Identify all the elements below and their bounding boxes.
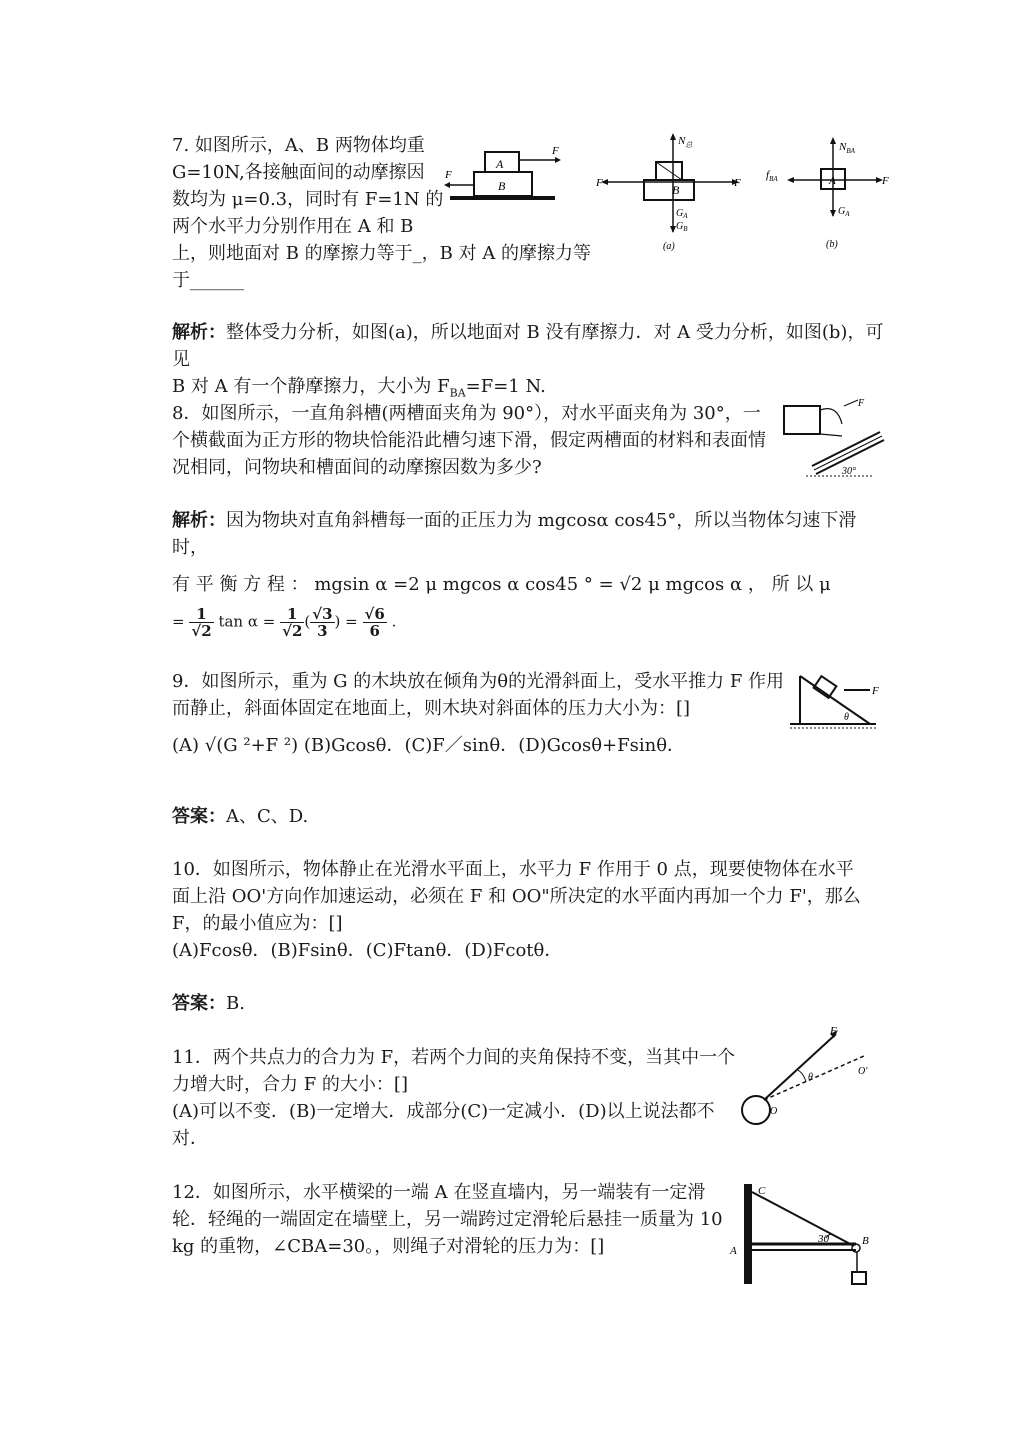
- point-o-label: O: [770, 1106, 778, 1117]
- question-8-line: 个横截面为正方形的物块恰能沿此槽匀速下滑，假定两槽面的材料和表面情: [172, 430, 766, 451]
- force-right-label: F: [882, 175, 889, 187]
- block-b-label: B: [498, 179, 506, 193]
- analysis-8-formula: = $\frac{1}{√2}$ tan α = $\frac{1}{√2}$ ( $\frac{√3}{3}$ ) = $\frac{√6}{6}$ .: [172, 605, 397, 640]
- friction-ba-label: $f_{BA}$: [766, 169, 778, 183]
- question-7-line: G=10N,各接触面间的动摩擦因: [172, 162, 425, 183]
- angle-label: θ: [844, 712, 849, 723]
- force-left-label: F: [596, 177, 603, 189]
- weight-a-label: $G_A$: [838, 206, 850, 218]
- question-10-line: 10．如图所示，物体静止在光滑水平面上，水平力 F 作用于 0 点，现要使物体在水平: [172, 859, 854, 880]
- question-9-options: (A) √(G ²+F ²) (B)Gcosθ．(C)F／sinθ．(D)Gcosθ+Fsinθ．: [172, 735, 686, 756]
- question-12-line: 12．如图所示，水平横梁的一端 A 在竖直墙内，另一端装有一定滑: [172, 1182, 706, 1203]
- question-12-line: 轮．轻绳的一端固定在墙壁上，另一端跨过定滑轮后悬挂一质量为 10: [172, 1209, 723, 1230]
- figure-7b-free-body: [762, 136, 892, 251]
- answer-9: [172, 803, 308, 830]
- angle-label: 30: [818, 1233, 829, 1245]
- question-9-line: 而静止，斜面体固定在地面上，则木块对斜面体的压力大小为：[]: [172, 698, 691, 719]
- point-c-label: C: [758, 1185, 766, 1197]
- figure-caption: (a): [663, 241, 675, 252]
- question-9: [172, 668, 792, 759]
- answer-label: 答案：: [172, 993, 226, 1014]
- analysis-7-line: 整体受力分析，如图(a)，所以地面对 B 没有摩擦力．对 A 受力分析，如图(b)，可见: [172, 322, 884, 370]
- question-7-line: 两个水平力分别作用在 A 和 B: [172, 216, 414, 237]
- figure-7-blocks: [440, 140, 570, 210]
- block-a-label: A: [496, 157, 504, 171]
- analysis-label: 解析：: [172, 322, 226, 343]
- question-11: [172, 1044, 742, 1152]
- question-10-line: F，的最小值应为：[]: [172, 913, 343, 934]
- question-11-line: 11．两个共点力的合力为 F，若两个力间的夹角保持不变，当其中一个: [172, 1047, 736, 1068]
- analysis-8-line: 有 平 衡 方 程 ： mgsin α =2 μ mgcos α cos45 ° = √2 μ mgcos α ， 所 以 μ: [172, 574, 831, 595]
- angle-label: θ: [808, 1072, 813, 1083]
- question-8-line: 况相同，问物块和槽面间的动摩擦因数为多少?: [172, 457, 542, 478]
- figure-7a-free-body: [596, 132, 746, 252]
- question-11-line: 力增大时，合力 F 的大小：[]: [172, 1074, 408, 1095]
- question-7-line: 上，则地面对 B 的摩擦力等于_，B 对 A 的摩擦力等: [172, 243, 592, 264]
- question-12: [172, 1179, 732, 1260]
- figure-caption: (b): [826, 239, 838, 250]
- point-b-label: B: [862, 1235, 869, 1247]
- answer-9-text: A、C、D.: [226, 806, 309, 827]
- analysis-8: [172, 507, 892, 639]
- figure-8-trough: [782, 396, 892, 480]
- figure-11-object: [736, 1024, 886, 1132]
- question-10-line: 面上沿 OO'方向作加速运动，必须在 F 和 OO"所决定的水平面内再加一个力 F'，那么: [172, 886, 861, 907]
- analysis-8-line: 因为物块对直角斜槽每一面的正压力为 mgcosα cos45°，所以当物体匀速下滑时，: [172, 510, 857, 558]
- question-11-options: (A)可以不变．(B)一定增大．成部分(C)一定减小．(D)以上说法都不对．: [172, 1101, 715, 1149]
- weight-b-label: $G_B$: [676, 221, 688, 233]
- weight-a-label: $G_A$: [676, 208, 688, 220]
- normal-force-label: $N_总$: [678, 135, 693, 149]
- block-a-label: A: [829, 175, 836, 187]
- question-10: [172, 856, 872, 964]
- point-o-prime-label: O': [858, 1066, 868, 1077]
- arrow-label: F: [858, 398, 865, 409]
- question-7-line: 数均为 μ=0.3，同时有 F=1N 的: [172, 189, 444, 210]
- question-12-line: kg 的重物，∠CBA=30。，则绳子对滑轮的压力为：[]: [172, 1236, 605, 1257]
- question-7-line: 于______: [172, 270, 244, 291]
- question-8: [172, 400, 782, 481]
- figure-9-incline: [790, 670, 890, 734]
- incline-angle-label: 30°: [842, 466, 856, 477]
- question-10-options: (A)Fcosθ．(B)Fsinθ．(C)Ftanθ．(D)Fcotθ．: [172, 940, 563, 961]
- analysis-label: 解析：: [172, 510, 226, 531]
- question-7-line: 7. 如图所示，A、B 两物体均重: [172, 135, 425, 156]
- question-9-line: 9．如图所示，重为 G 的木块放在倾角为θ的光滑斜面上，受水平推力 F 作用: [172, 671, 785, 692]
- force-right-label: F: [552, 145, 559, 157]
- normal-force-ba-label: $N_{BA}$: [839, 141, 855, 155]
- force-left-label: F: [445, 169, 452, 181]
- answer-10: [172, 990, 245, 1017]
- point-a-label: A: [730, 1245, 737, 1257]
- answer-10-text: B.: [226, 993, 245, 1014]
- force-label: F: [872, 685, 879, 697]
- analysis-7-line: B 对 A 有一个静摩擦力，大小为 $F_{BA}=F=1$ N.: [172, 376, 546, 400]
- block-b-label: B: [672, 183, 680, 197]
- force-right-label: F: [734, 177, 741, 189]
- analysis-7: [172, 319, 892, 407]
- figure-12-beam: [726, 1180, 886, 1294]
- answer-label: 答案：: [172, 806, 226, 827]
- question-8-line: 8．如图所示，一直角斜槽(两槽面夹角为 90°），对水平面夹角为 30°，一: [172, 403, 761, 424]
- force-label: F: [830, 1025, 837, 1037]
